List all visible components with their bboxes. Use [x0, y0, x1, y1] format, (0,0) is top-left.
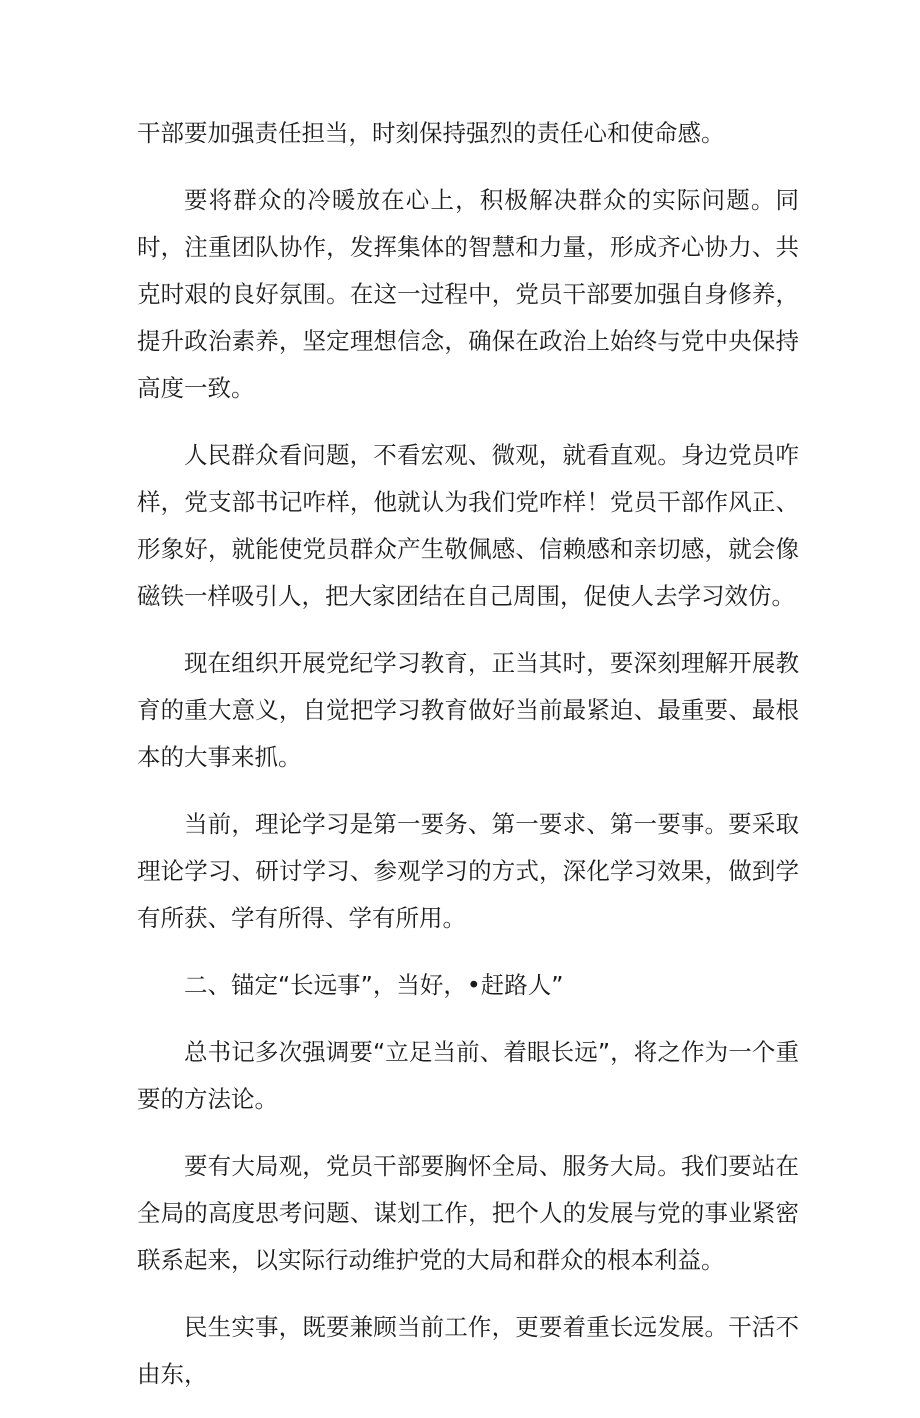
paragraph-2: 要将群众的冷暖放在心上，积极解决群众的实际问题。同时，注重团队协作，发挥集体的智慧和力量，形成齐心协力、共克时艰的良好氛围。在这一过程中，党员干部要加强自身修养，提升政治素养，坚定理想信念，确保在政治上始终与党中央保持高度一致。: [137, 186, 799, 402]
paragraph-7: 要有大局观，党员干部要胸怀全局、服务大局。我们要站在全局的高度思考问题、谋划工作，把个人的发展与党的事业紧密联系起来，以实际行动维护党的大局和群众的根本利益。: [137, 1152, 799, 1274]
paragraph-4: 现在组织开展党纪学习教育，正当其时，要深刻理解开展教育的重大意义，自觉把学习教育做好当前最紧迫、最重要、最根本的大事来抓。: [137, 649, 799, 771]
section-heading: 二、锚定“长远事”，当好，•赶路人”: [184, 971, 564, 999]
paragraph-3: 人民群众看问题，不看宏观、微观，就看直观。身边党员咋样，党支部书记咋样，他就认为我们党咋样！党员干部作风正、形象好，就能使党员群众产生敬佩感、信赖感和亲切感，就会像磁铁一样吸引人，把大家团结在自己周围，促使人去学习效仿。: [137, 441, 799, 610]
paragraph-6: 总书记多次强调要“立足当前、着眼长远”，将之作为一个重要的方法论。: [137, 1038, 799, 1113]
paragraph-8: 民生实事，既要兼顾当前工作，更要着重长远发展。干活不由东，: [137, 1313, 799, 1388]
paragraph-1: 干部要加强责任担当，时刻保持强烈的责任心和使命感。: [137, 119, 725, 147]
paragraph-5: 当前，理论学习是第一要务、第一要求、第一要事。要采取理论学习、研讨学习、参观学习的方式，深化学习效果，做到学有所获、学有所得、学有所用。: [137, 810, 799, 932]
document-body: [137, 110, 799, 1418]
